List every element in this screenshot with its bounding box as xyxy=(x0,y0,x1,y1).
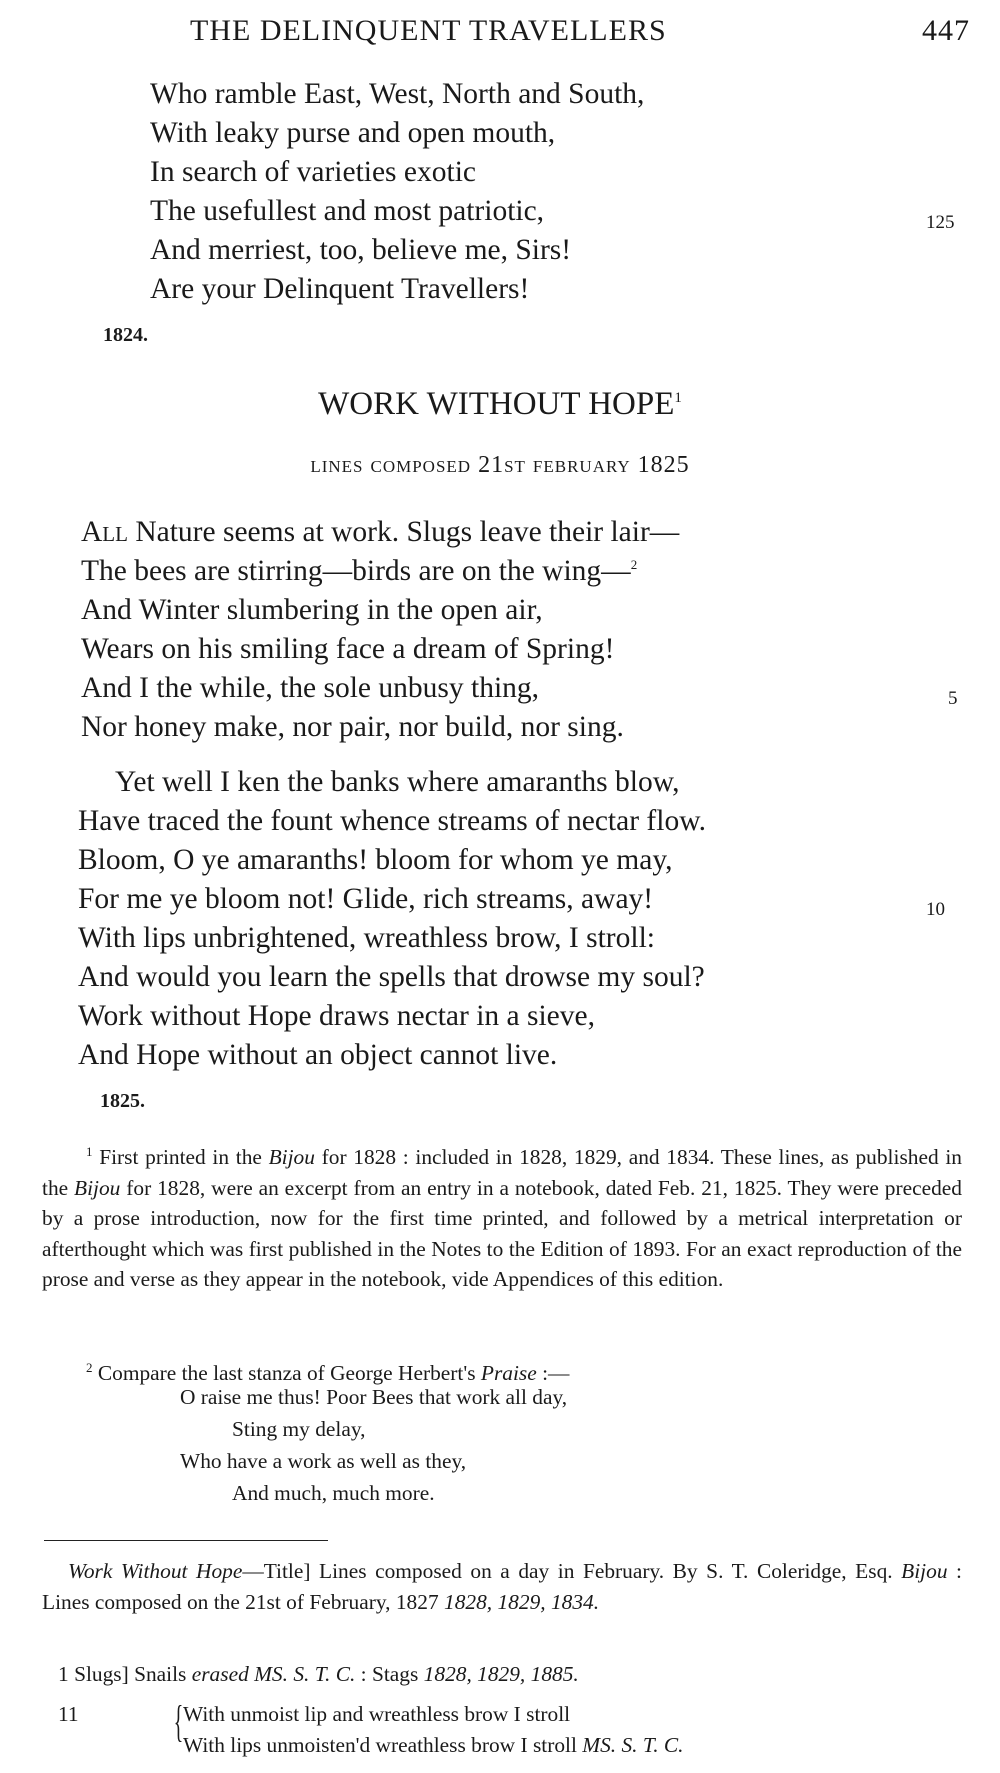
verse-line: The bees are stirring—birds are on the wing—$^2$ xyxy=(81,555,638,587)
verse-line: Wears on his smiling face a dream of Spring! xyxy=(81,633,615,665)
line-number: 10 xyxy=(926,899,945,920)
verse-line: The usefullest and most patriotic, xyxy=(150,195,545,227)
verse-line: And Winter slumbering in the open air, xyxy=(81,594,543,626)
running-title: THE DELINQUENT TRAVELLERS xyxy=(190,14,667,47)
verse-line: Nor honey make, nor pair, nor build, nor sing. xyxy=(81,711,624,743)
poem-date: 1825. xyxy=(100,1090,145,1112)
variant-title: Work Without Hope—Title] Lines composed on a day in February. By S. T. Coleridge, Esq. Bijou : Lines composed on the 21st of February, 1827 1828, 1829, 1834. xyxy=(42,1559,963,1614)
brace-icon: { xyxy=(173,1697,184,1746)
poem-title: WORK WITHOUT HOPE$^1$ xyxy=(318,386,682,422)
verse-line: For me ye bloom not! Glide, rich streams, away! xyxy=(78,883,654,915)
variant-line-1: 1 Slugs] Snails erased MS. S. T. C. : Stags 1828, 1829, 1885. xyxy=(58,1662,579,1686)
poem-subtitle: lines composed 21st february 1825 xyxy=(310,452,690,478)
quote-line: And much, much more. xyxy=(232,1481,435,1505)
footnote-ref: 2 xyxy=(630,557,638,573)
variant-line-11-number: 11 xyxy=(58,1702,79,1726)
variant-line-11b: With lips unmoisten'd wreathless brow I stroll MS. S. T. C. xyxy=(183,1733,684,1757)
quote-line: Who have a work as well as they, xyxy=(180,1449,467,1473)
verse-line: And merriest, too, believe me, Sirs! xyxy=(150,234,572,266)
verse-line: And Hope without an object cannot live. xyxy=(78,1039,558,1071)
verse-line: Have traced the fount whence streams of nectar flow. xyxy=(78,805,706,837)
footnote-1: $^1$ First printed in the Bijou for 1828 : included in 1828, 1829, and 1834. These lines, as published in the Bijou for 1828, were an excerpt from an entry in a notebook, dated Feb. 21, 1825. They were preceded by a prose introduction, now for the first time printed, and followed by a metrical interpretation or afterthought which was first published in the Notes to the Edition of 1893. For an exact reproduction of the prose and verse as they appear in the notebook, vide Appendices of this edition. xyxy=(42,1144,962,1292)
variant-line-11a: With unmoist lip and wreathless brow I stroll xyxy=(183,1702,571,1726)
footnote-ref: 1 xyxy=(674,390,682,406)
running-header xyxy=(190,14,970,54)
verse-line: In search of varieties exotic xyxy=(150,156,476,188)
footnote-marker: 1 xyxy=(86,1144,93,1159)
verse-line: Bloom, O ye amaranths! bloom for whom ye may, xyxy=(78,844,673,876)
verse-line: With leaky purse and open mouth, xyxy=(150,117,556,149)
verse-line: Work without Hope draws nectar in a sieve, xyxy=(78,1000,595,1032)
quote-line: Sting my delay, xyxy=(232,1417,366,1441)
page-number: 447 xyxy=(922,14,970,47)
verse-line: And would you learn the spells that drowse my soul? xyxy=(78,961,705,993)
poem-date: 1824. xyxy=(103,324,148,346)
verse-line: Yet well I ken the banks where amaranths blow, xyxy=(115,766,680,798)
footnote-2: $^2$ Compare the last stanza of George Herbert's Praise :— xyxy=(86,1360,570,1386)
footnote-divider xyxy=(44,1540,328,1541)
line-number: 125 xyxy=(926,212,955,233)
verse-line: All Nature seems at work. Slugs leave their lair— xyxy=(81,516,680,548)
verse-line: With lips unbrightened, wreathless brow, I stroll: xyxy=(78,922,655,954)
quote-line: O raise me thus! Poor Bees that work all day, xyxy=(180,1385,568,1409)
footnote-marker: 2 xyxy=(86,1360,93,1375)
verse-line: Who ramble East, West, North and South, xyxy=(150,78,645,110)
line-number: 5 xyxy=(948,688,958,709)
verse-line: Are your Delinquent Travellers! xyxy=(150,273,530,305)
verse-line: And I the while, the sole unbusy thing, xyxy=(81,672,540,704)
